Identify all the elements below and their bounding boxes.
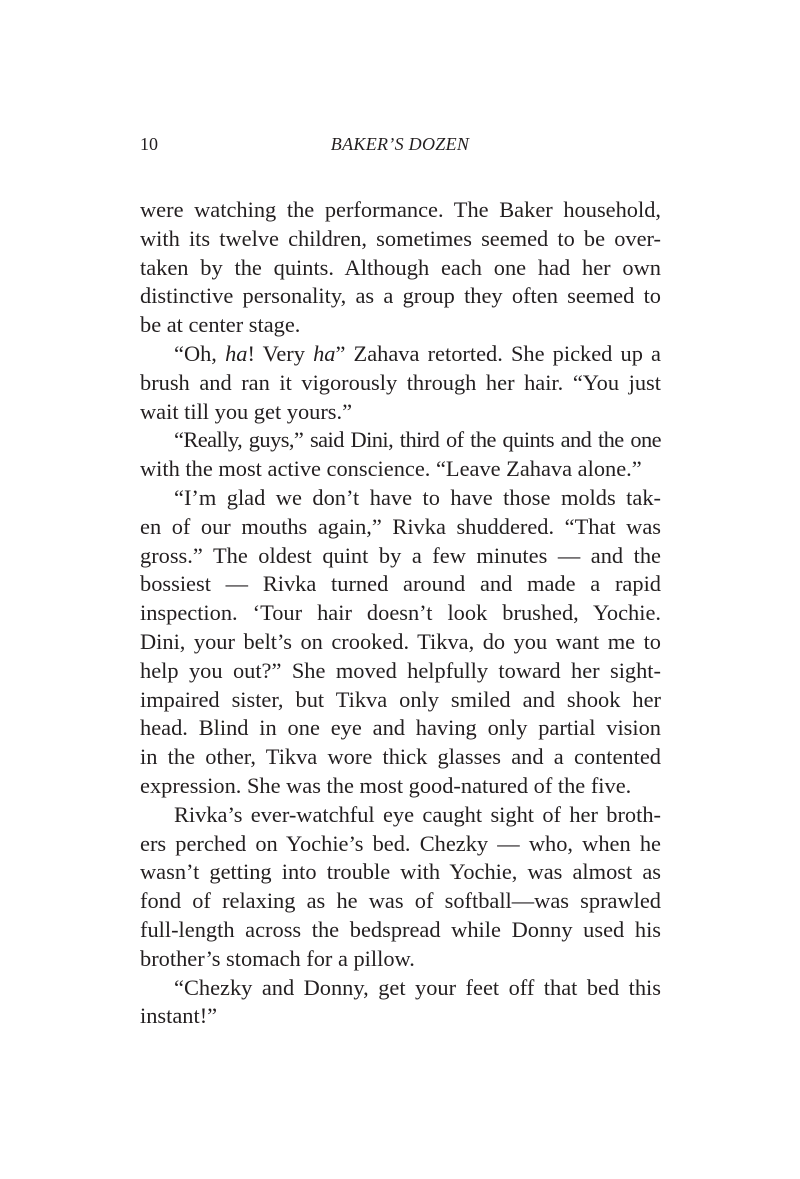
text-line: Rivka’s ever-watchful eye caught sight of her broth- [174,801,661,827]
text-line: wasn’t getting into trouble with Yochie, was almost as [140,859,661,885]
text-line: wait till you get yours.” [140,398,353,424]
paragraph-3 [140,426,661,484]
text-line: Dini, your belt’s on crooked. Tikva, do you want me to [140,628,661,654]
text-line: “Chezky and Donny, get your feet off that bed this [174,974,661,1000]
paragraph-5 [140,801,661,974]
body-text [140,196,661,1031]
text-line: fond of relaxing as he was of softball—was sprawled [140,888,661,914]
text-line: en of our mouths again,” Rivka shuddered. “That was [140,513,661,539]
paragraph-6 [140,974,661,1032]
text-line: with the most active conscience. “Leave Zahava alone.” [140,456,642,482]
text-line: brush and ran it vigorously through her hair. “You just [140,369,661,395]
text-line [140,340,661,369]
page-number: 10 [140,134,158,154]
text-line: gross.” The oldest quint by a few minutes — and the [140,542,661,568]
text-line: were watching the performance. The Baker household, [140,197,661,222]
book-title: BAKER’S DOZEN [330,134,470,154]
italic-text: ha [313,340,336,366]
text-line: with its twelve children, sometimes seemed to be over- [140,225,661,251]
text-run: “Oh, [174,340,226,366]
paragraph-2 [140,340,661,426]
text-line: help you out?” She moved helpfully toward her sight- [140,657,661,683]
paragraph-1 [140,196,661,340]
italic-text: ha [225,340,248,366]
text-line: instant!” [140,1003,218,1029]
paragraph-4 [140,484,661,801]
text-line: taken by the quints. Although each one had her own [140,254,661,280]
text-line: “Really, guys,” said Dini, third of the quints and the one [174,427,661,453]
text-line: brother’s stomach for a pillow. [140,945,415,971]
text-line: full-length across the bedspread while Donny used his [140,916,661,942]
text-line: in the other, Tikva wore thick glasses and a contented [140,744,661,770]
text-line: inspection. ‘Tour hair doesn’t look brushed, Yochie. [140,600,661,626]
text-line: “I’m glad we don’t have to have those molds tak- [174,484,661,510]
text-line: head. Blind in one eye and having only partial vision [140,715,661,741]
text-line: bossiest — Rivka turned around and made a rapid [140,571,661,597]
text-line: ers perched on Yochie’s bed. Chezky — who, when he [140,830,661,856]
text-line: impaired sister, but Tikva only smiled and shook her [140,686,661,712]
text-run: ” Zahava retorted. She picked up a [335,340,661,366]
text-run: ! Very [247,340,314,366]
text-line: distinctive personality, as a group they often seemed to [140,283,661,309]
running-header [140,131,660,157]
text-line: expression. She was the most good-natured of the five. [140,772,632,798]
text-line: be at center stage. [140,312,301,338]
